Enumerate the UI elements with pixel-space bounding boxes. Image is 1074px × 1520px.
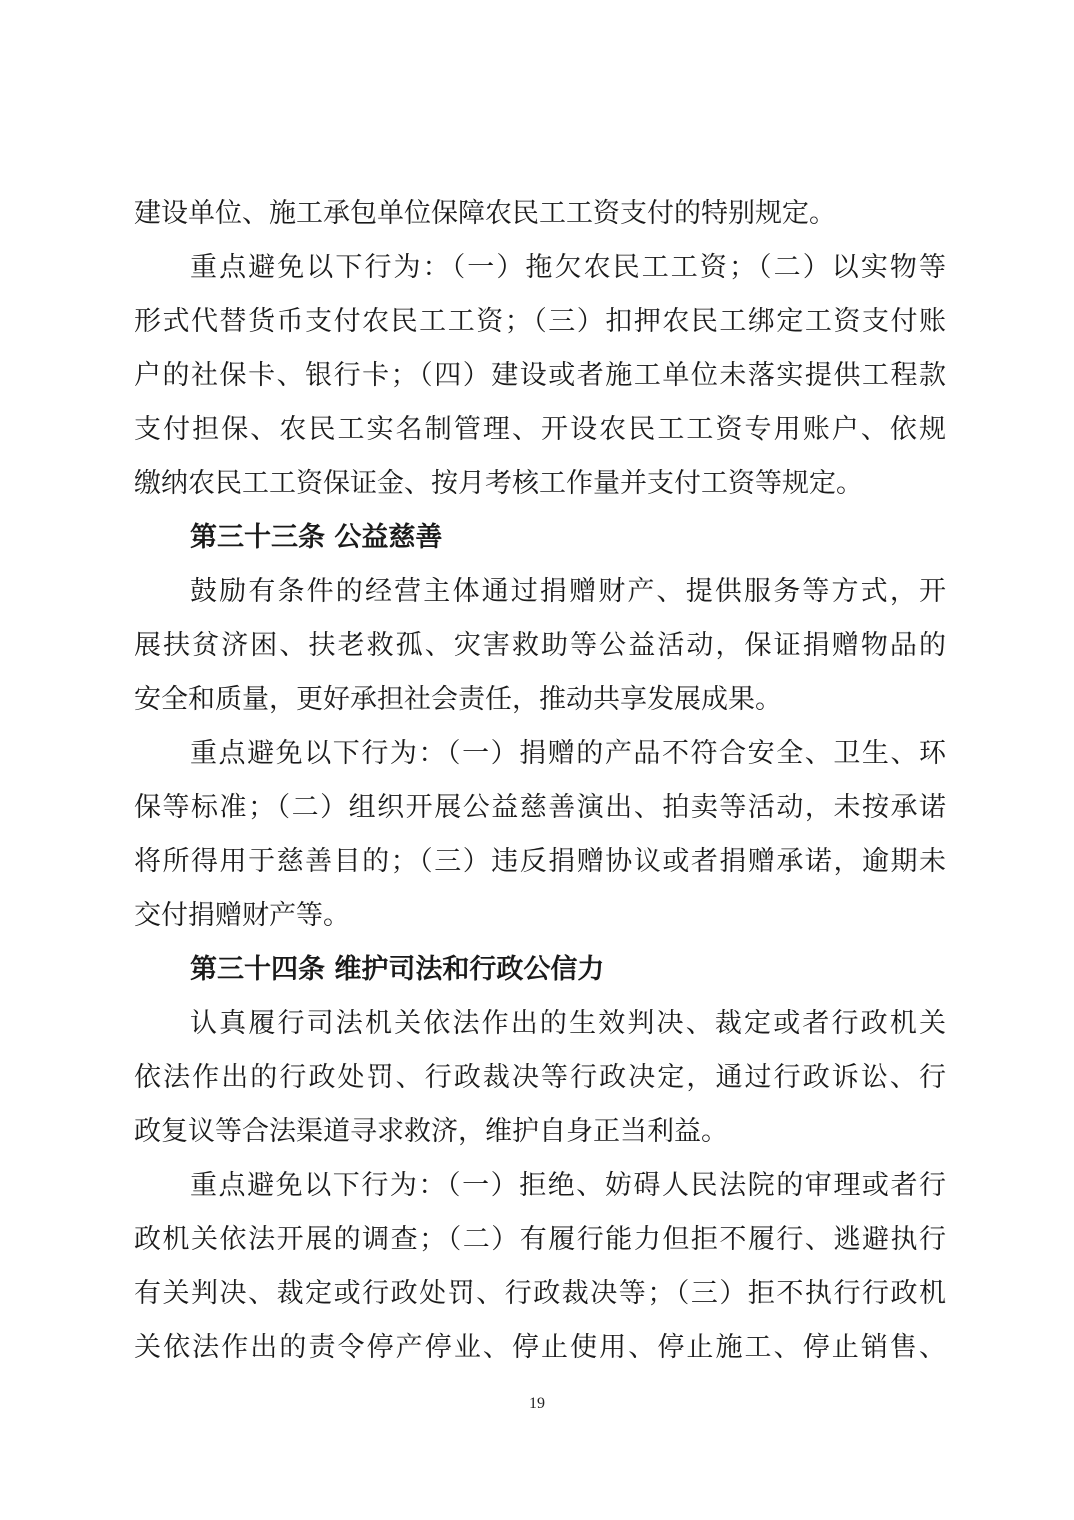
paragraph-line: 政机关依法开展的调查；（二）有履行能力但拒不履行、逃避执行 — [134, 1224, 946, 1255]
paragraph-first-line: 重点避免以下行为：（一）拒绝、妨碍人民法院的审理或者行 — [190, 1170, 946, 1201]
paragraph-line: 安全和质量，更好承担社会责任，推动共享发展成果。 — [134, 684, 782, 715]
paragraph-line: 关依法作出的责令停产停业、停止使用、停止施工、停止销售、 — [134, 1332, 946, 1363]
paragraph-first-line: 鼓励有条件的经营主体通过捐赠财产、提供服务等方式，开 — [190, 576, 946, 607]
paragraph-line: 缴纳农民工工资保证金、按月考核工作量并支付工资等规定。 — [134, 468, 863, 499]
paragraph-line: 有关判决、裁定或行政处罚、行政裁决等；（三）拒不执行行政机 — [134, 1278, 946, 1309]
article-heading: 第三十四条 维护司法和行政公信力 — [190, 954, 605, 985]
paragraph-line: 户的社保卡、银行卡；（四）建设或者施工单位未落实提供工程款 — [134, 360, 946, 391]
paragraph-first-line: 重点避免以下行为：（一）捐赠的产品不符合安全、卫生、环 — [190, 738, 946, 769]
paragraph-line: 政复议等合法渠道寻求救济，维护自身正当利益。 — [134, 1116, 728, 1147]
paragraph-line: 展扶贫济困、扶老救孤、灾害救助等公益活动，保证捐赠物品的 — [134, 630, 946, 661]
paragraph-line: 交付捐赠财产等。 — [134, 900, 350, 931]
paragraph-line: 将所得用于慈善目的；（三）违反捐赠协议或者捐赠承诺，逾期未 — [134, 846, 946, 877]
document-body — [134, 187, 946, 1375]
paragraph-first-line: 认真履行司法机关依法作出的生效判决、裁定或者行政机关 — [190, 1008, 946, 1039]
paragraph-line: 形式代替货币支付农民工工资；（三）扣押农民工绑定工资支付账 — [134, 306, 946, 337]
paragraph-line: 建设单位、施工承包单位保障农民工工资支付的特别规定。 — [134, 198, 836, 229]
paragraph-line: 依法作出的行政处罚、行政裁决等行政决定，通过行政诉讼、行 — [134, 1062, 946, 1093]
article-heading: 第三十三条 公益慈善 — [190, 522, 443, 553]
paragraph-line: 支付担保、农民工实名制管理、开设农民工工资专用账户、依规 — [134, 414, 946, 445]
paragraph-first-line: 重点避免以下行为：（一）拖欠农民工工资；（二）以实物等 — [190, 252, 946, 283]
page-number: 19 — [529, 1395, 545, 1412]
paragraph-line: 保等标准；（二）组织开展公益慈善演出、拍卖等活动，未按承诺 — [134, 792, 946, 823]
